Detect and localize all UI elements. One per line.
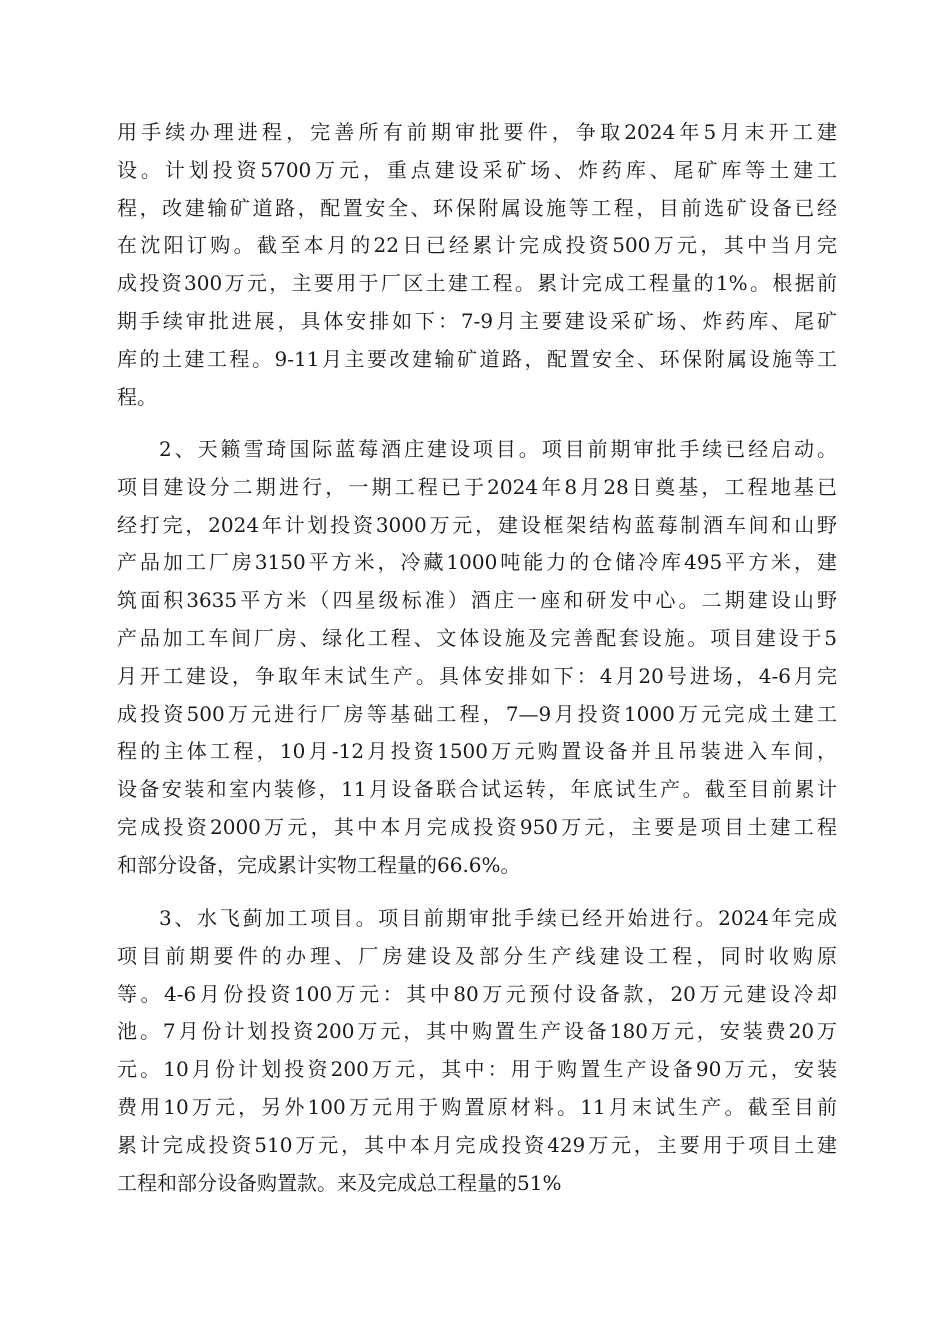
text-line: 期手续审批进展，具体安排如下：7-9月主要建设采矿场、炸药库、尾矿 [117, 308, 837, 333]
text-line: 产品加工车间厂房、绿化工程、文体设施及完善配套设施。项目建设于5 [117, 625, 837, 650]
text-line: 筑面积3635平方米（四星级标准）酒庄一座和研发中心。二期建设山野 [117, 588, 837, 613]
text-line: 程，改建输矿道路，配置安全、环保附属设施等工程，目前选矿设备已经 [117, 195, 837, 220]
text-line: 设备安装和室内装修，11月设备联合试运转，年底试生产。截至目前累计 [117, 777, 837, 802]
paragraph-1 [117, 114, 837, 416]
text-line: 和部分设备，完成累计实物工程量的66.6%。 [117, 852, 521, 877]
text-line: 程。 [117, 384, 157, 409]
text-line: 费用10万元，另外100万元用于购置原材料。11月末试生产。截至目前 [117, 1094, 837, 1119]
text-line: 累计完成投资510万元，其中本月完成投资429万元，主要用于项目土建 [117, 1132, 837, 1157]
text-line: 项目前期要件的办理、厂房建设及部分生产线建设工程，同时收购原 [117, 943, 837, 968]
text-line: 用手续办理进程，完善所有前期审批要件，争取2024年5月末开工建 [117, 120, 837, 144]
text-line: 在沈阳订购。截至本月的22日已经累计完成投资500万元，其中当月完 [117, 233, 837, 258]
text-line: 项目建设分二期进行，一期工程已于2024年8月28日奠基，工程地基已 [117, 474, 837, 499]
paragraph-3 [117, 900, 837, 1202]
text-line: 等。4-6月份投资100万元：其中80万元预付设备款，20万元建设冷却 [117, 981, 837, 1006]
text-line: 产品加工厂房3150平方米，冷藏1000吨能力的仓储冷库495平方米，建 [117, 550, 837, 575]
text-line: 元。10月份计划投资200万元，其中：用于购置生产设备90万元，安装 [117, 1057, 837, 1082]
text-line: 成投资500万元进行厂房等基础工程，7—9月投资1000万元完成土建工 [117, 701, 837, 726]
text-line: 工程和部分设备购置款。来及完成总工程量的51% [117, 1170, 562, 1195]
text-line: 2、天籁雪琦国际蓝莓酒庄建设项目。项目前期审批手续已经启动。 [159, 437, 837, 461]
text-line: 完成投资2000万元，其中本月完成投资950万元，主要是项目土建工程 [117, 814, 837, 839]
text-line: 月开工建设，争取年末试生产。具体安排如下：4月20号进场，4-6月完 [117, 663, 837, 688]
text-line: 设。计划投资5700万元，重点建设采矿场、炸药库、尾矿库等土建工 [117, 157, 837, 182]
text-line: 成投资300万元，主要用于厂区土建工程。累计完成工程量的1%。根据前 [117, 271, 837, 296]
text-line: 池。7月份计划投资200万元，其中购置生产设备180万元，安装费20万 [117, 1019, 837, 1044]
paragraph-2 [117, 431, 837, 885]
text-line: 程的主体工程，10月-12月投资1500万元购置设备并且吊装进入车间， [117, 739, 837, 764]
text-line: 经打完，2024年计划投资3000万元，建设框架结构蓝莓制酒车间和山野 [117, 512, 837, 537]
text-line: 3、水飞蓟加工项目。项目前期审批手续已经开始进行。2024年完成 [159, 906, 837, 930]
text-line: 库的土建工程。9-11月主要改建输矿道路，配置安全、环保附属设施等工 [117, 346, 837, 371]
